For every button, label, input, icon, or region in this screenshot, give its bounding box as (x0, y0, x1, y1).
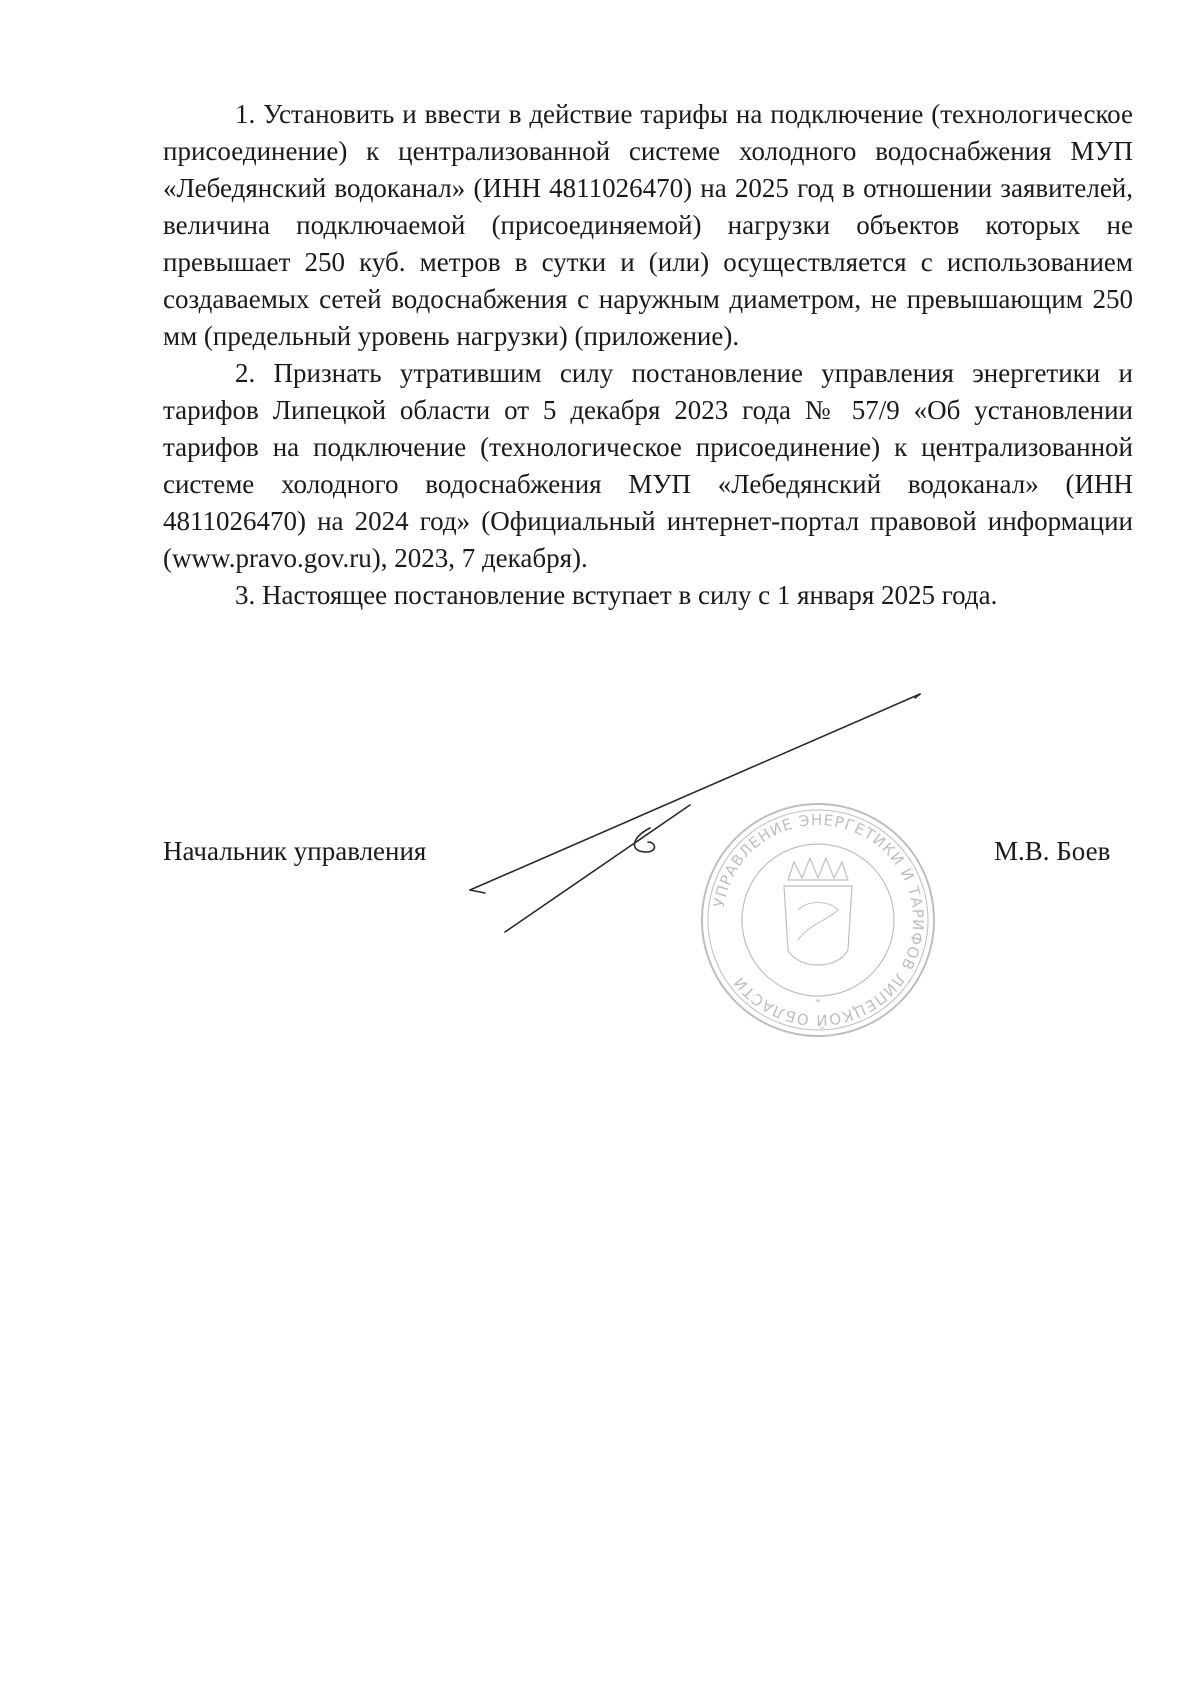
paragraph-2: 2. Признать утратившим силу постановление управления энергетики и тарифов Липецкой области от 5 декабря 2023 года № 57/9 «Об установлении тарифов на подключение (технологическое присоединение) к централизованной системе холодного водоснабжения МУП «Лебедянский водоканал» (ИНН 4811026470) на 2024 год» (Официальный интернет-портал правовой информации (www.pravo.gov.ru), 2023, 7 декабря). (163, 358, 1133, 573)
paragraph-1: 1. Установить и ввести в действие тарифы на подключение (технологическое присоединение) к централизованной системе холодного водоснабжения МУП «Лебедянский водоканал» (ИНН 4811026470) на 2025 год в отношении заявителей, величина подключаемой (присоединяемой) нагрузки объектов которых не превышает 250 куб. метров в сутки и (или) осуществляется с использованием создаваемых сетей водоснабжения с наружным диаметром, не превышающим 250 мм (предельный уровень нагрузки) (приложение). (163, 99, 1133, 351)
signatory-name: М.В. Боев (994, 836, 1111, 866)
paragraph-3: 3. Настоящее постановление вступает в силу с 1 января 2025 года. (235, 580, 998, 610)
svg-text:*: * (815, 995, 821, 1009)
signatory-role: Начальник управления (163, 836, 427, 866)
official-seal (698, 800, 938, 1040)
seal-text: УПРАВЛЕНИЕ ЭНЕРГЕТИКИ И ТАРИФОВ ЛИПЕЦКОЙ ОБЛАСТИ (709, 810, 928, 1030)
